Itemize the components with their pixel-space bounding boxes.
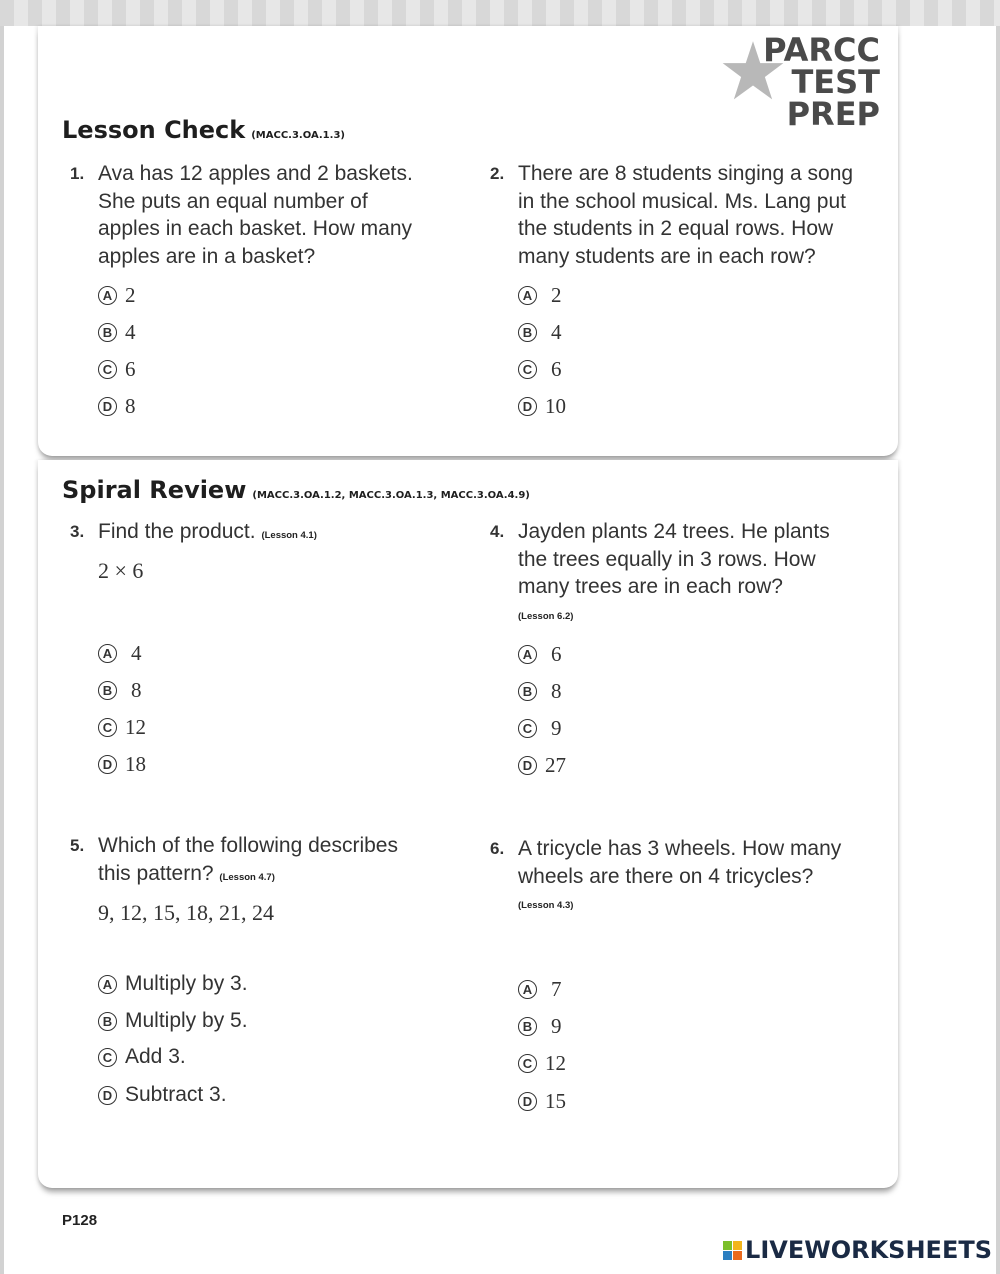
choice-value: 4: [551, 320, 562, 344]
question-6: [490, 835, 890, 920]
choice-value: 6: [551, 642, 562, 666]
question-line: the students in 2 equal rows. How: [518, 217, 834, 240]
question-number: 6.: [490, 839, 505, 858]
choice-letter-d: D: [98, 397, 117, 416]
question-4: [490, 518, 890, 630]
choice-letter-d: D: [98, 755, 117, 774]
choice-value: 12: [125, 715, 146, 739]
logo-line-2: TEST: [791, 63, 880, 101]
q6-choice-a[interactable]: [518, 977, 562, 1002]
question-line: apples in each basket. How many: [98, 217, 413, 240]
page-number: P128: [62, 1212, 98, 1229]
choice-value: 8: [131, 678, 142, 702]
choice-letter-d: D: [518, 756, 537, 775]
question-3: [70, 518, 440, 550]
choice-letter-c: C: [98, 360, 117, 379]
q1-choice-c[interactable]: [98, 357, 136, 382]
question-line: this pattern?: [98, 861, 214, 885]
q5-pattern: 9, 12, 15, 18, 21, 24: [98, 900, 274, 925]
spiral-review-title: [62, 476, 530, 504]
question-2: [490, 160, 890, 270]
choice-letter-d: D: [518, 397, 537, 416]
choice-value: Add 3.: [125, 1045, 186, 1068]
question-line: Ava has 12 apples and 2 baskets.: [98, 162, 413, 185]
q5-choice-b[interactable]: [98, 1009, 248, 1033]
spiral-review-heading: Spiral Review: [62, 476, 247, 504]
choice-letter-a: A: [518, 980, 537, 999]
choice-value: 10: [545, 394, 566, 418]
q3-choice-b[interactable]: [98, 678, 142, 703]
choice-value: 12: [545, 1051, 566, 1075]
logo-line-1: PARCC: [763, 31, 880, 69]
choice-value: 8: [551, 679, 562, 703]
q5-choice-a[interactable]: [98, 972, 248, 996]
question-line: many trees are in each row?: [518, 575, 783, 598]
question-line: Which of the following describes: [98, 834, 398, 857]
question-1: [70, 160, 450, 270]
choice-letter-b: B: [98, 323, 117, 342]
q1-choice-d[interactable]: [98, 394, 136, 419]
q4-choice-b[interactable]: [518, 679, 562, 704]
lesson-ref: (Lesson 6.2): [518, 610, 574, 622]
q3-choice-c[interactable]: [98, 715, 146, 740]
choice-value: 18: [125, 752, 146, 776]
q2-choice-d[interactable]: [518, 394, 566, 419]
question-line: She puts an equal number of: [98, 189, 368, 213]
q5-choice-d[interactable]: [98, 1083, 227, 1107]
logo-line-3: PREP: [786, 95, 880, 133]
parcc-test-prep-logo: [720, 31, 880, 144]
choice-letter-b: B: [98, 681, 117, 700]
lesson-ref: (Lesson 4.7): [219, 871, 275, 883]
question-line: many students are in each row?: [518, 244, 816, 268]
choice-letter-a: A: [98, 644, 117, 663]
q3-choice-a[interactable]: [98, 641, 142, 666]
question-text: Find the product.: [98, 520, 256, 543]
choice-value: 2: [551, 283, 562, 307]
choice-letter-d: D: [98, 1086, 117, 1105]
q5-choice-c[interactable]: [98, 1045, 186, 1069]
choice-value: 15: [545, 1089, 566, 1113]
q2-choice-a[interactable]: [518, 283, 562, 308]
q2-choice-b[interactable]: [518, 320, 562, 345]
question-number: 1.: [70, 164, 85, 183]
lesson-check-heading: Lesson Check: [62, 116, 246, 144]
question-line: There are 8 students singing a song: [518, 162, 854, 185]
liveworksheets-watermark: [723, 1236, 992, 1264]
choice-letter-a: A: [518, 286, 537, 305]
lesson-ref: (Lesson 4.3): [518, 900, 574, 911]
choice-value: Multiply by 3.: [125, 972, 248, 995]
q3-choice-d[interactable]: [98, 752, 146, 777]
q4-choice-d[interactable]: [518, 753, 566, 778]
choice-letter-d: D: [518, 1092, 537, 1111]
liveworksheets-logo-icon: [723, 1241, 742, 1260]
choice-value: 8: [125, 394, 136, 418]
q2-choice-c[interactable]: [518, 357, 562, 382]
choice-letter-a: A: [98, 975, 117, 994]
choice-value: 27: [545, 753, 566, 777]
choice-letter-c: C: [518, 1054, 537, 1073]
q3-expression: 2 × 6: [98, 558, 144, 583]
lesson-check-title: [62, 116, 345, 144]
question-line: the trees equally in 3 rows. How: [518, 547, 816, 571]
choice-letter-b: B: [518, 682, 537, 701]
q1-choice-a[interactable]: [98, 283, 136, 308]
choice-letter-a: A: [98, 286, 117, 305]
choice-letter-c: C: [98, 1048, 117, 1067]
choice-value: 6: [125, 357, 136, 381]
choice-letter-b: B: [518, 323, 537, 342]
choice-letter-c: C: [98, 718, 117, 737]
question-number: 4.: [490, 522, 505, 541]
choice-value: 9: [551, 716, 562, 740]
question-number: 2.: [490, 164, 505, 183]
choice-letter-b: B: [98, 1012, 117, 1031]
choice-value: Subtract 3.: [125, 1083, 227, 1106]
q4-choice-a[interactable]: [518, 642, 562, 667]
question-line: Jayden plants 24 trees. He plants: [518, 520, 830, 543]
q4-choice-c[interactable]: [518, 716, 562, 741]
choice-value: Multiply by 5.: [125, 1009, 248, 1032]
spiral-review-standard: (MACC.3.OA.1.2, MACC.3.OA.1.3, MACC.3.OA.4.9): [252, 490, 530, 501]
q6-choice-c[interactable]: [518, 1051, 566, 1076]
choice-value: 6: [551, 357, 562, 381]
q6-choice-b[interactable]: [518, 1014, 562, 1039]
choice-letter-b: B: [518, 1017, 537, 1036]
choice-value: 4: [131, 641, 142, 665]
question-line: A tricycle has 3 wheels. How many: [518, 837, 842, 860]
choice-letter-c: C: [518, 719, 537, 738]
lesson-check-standard: (MACC.3.OA.1.3): [251, 130, 345, 141]
choice-letter-c: C: [518, 360, 537, 379]
question-number: 5.: [70, 836, 85, 855]
top-border-strip: [0, 0, 1000, 26]
question-line: apples are in a basket?: [98, 244, 316, 268]
choice-value: 4: [125, 320, 136, 344]
choice-value: 2: [125, 283, 136, 307]
choice-value: 7: [551, 977, 562, 1001]
choice-letter-a: A: [518, 645, 537, 664]
q1-choice-b[interactable]: [98, 320, 136, 345]
question-line: wheels are there on 4 tricycles?: [518, 864, 814, 888]
choice-value: 9: [551, 1014, 562, 1038]
question-line: in the school musical. Ms. Lang put: [518, 189, 847, 213]
watermark-text: LIVEWORKSHEETS: [745, 1236, 992, 1264]
q6-choice-d[interactable]: [518, 1089, 566, 1114]
left-border: [0, 26, 4, 1274]
question-5: [70, 832, 460, 891]
right-border: [996, 26, 1000, 1274]
question-number: 3.: [70, 522, 85, 541]
lesson-ref: (Lesson 4.1): [261, 530, 317, 541]
